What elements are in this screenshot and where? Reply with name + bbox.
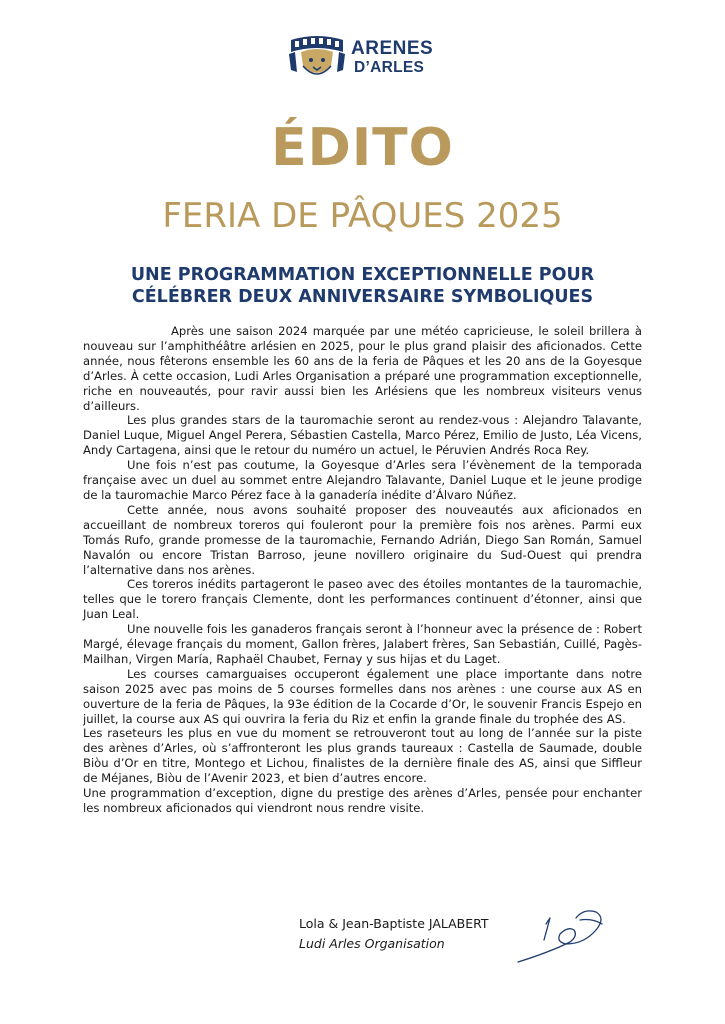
paragraph: Ces toreros inédits partageront le paseo avec des étoiles montantes de la tauromachie, telles que le torero français Clemente, dont les performances continuent d’étonner, ainsi que Juan Leal. <box>83 577 642 622</box>
heading-line-1: UNE PROGRAMMATION EXCEPTIONNELLE POUR <box>130 265 595 285</box>
paragraph: Après une saison 2024 marquée par une météo capricieuse, le soleil brillera à nouveau sur l’amphithéâtre arlésien en 2025, pour le plus grand plaisir des aficionados. Cette année, nous fêterons ensemble les 60 ans de la feria de Pâques et les 20 ans de la Goyesque d’Arles. À cette occasion, Ludi Arles Organisation a préparé une programmation exceptionnelle, riche en nouveautés, pour ravir aussi bien les Arlésiens que les nombreux visiteurs venus d’ailleurs. <box>83 324 642 413</box>
paragraph: Une fois n’est pas coutume, la Goyesque d’Arles sera l’évènement de la temporada française avec un duel au sommet entre Alejandro Talavante, Daniel Luque et le jeune prodige de la tauromachie Marco Pérez face à la ganadería inédite d’Álvaro Núñez. <box>83 458 642 502</box>
edito-body <box>83 324 642 816</box>
heading-line-2: CÉLÉBRER DEUX ANNIVERSAIRE SYMBOLIQUES <box>131 287 594 307</box>
section-heading <box>80 264 645 308</box>
paragraph: Les courses camarguaises occuperont également une place importante dans notre saison 2025 avec pas moins de 5 courses formelles dans nos arènes : une course aux AS en ouverture de la feria de Pâques, la 93e édition de la Cocarde d’Or, le souvenir Francis Espejo en juillet, la course aux AS qui ouvrira la feria du Riz et enfin la grande finale du trophée des AS. <box>83 666 642 726</box>
logo-text-arenes: ARENES <box>351 38 434 59</box>
page-subtitle: FERIA DE PÂQUES 2025 <box>162 196 563 236</box>
paragraph: Une nouvelle fois les ganaderos français seront à l’honneur avec la présence de : Robert Margé, élevage français du moment, Gallon frères, Jalabert frères, San Sebastián, Cuillé, Pagès-Mailhan, Virgen María, Raphaël Chaubet, Fernay y sus hijas et du Laget. <box>83 622 642 666</box>
page-title: ÉDITO <box>271 118 454 178</box>
signature-organisation: Ludi Arles Organisation <box>299 936 445 951</box>
arena-lion-icon <box>287 32 347 82</box>
paragraph: Les plus grandes stars de la tauromachie seront au rendez-vous : Alejandro Talavante, Daniel Luque, Miguel Angel Perera, Sébastien Castella, Marco Pérez, Emilio de Justo, Léa Vicens, Andy Cartagena, ainsi que le retour du numéro un actuel, le Péruvien Andrés Roca Rey. <box>83 413 642 458</box>
arenes-logo <box>287 32 447 82</box>
handwritten-signature <box>510 900 620 970</box>
signature-names: Lola & Jean-Baptiste JALABERT <box>299 916 489 931</box>
paragraph: Une programmation d’exception, digne du prestige des arènes d’Arles, pensée pour enchanter les nombreux aficionados qui viendront nous rendre visite. <box>83 786 642 815</box>
paragraph: Cette année, nous avons souhaité proposer des nouveautés aux aficionados en accueillant de nombreux toreros qui fouleront pour la première fois nos arènes. Parmi eux Tomás Rufo, grande promesse de la tauromachie, Fernando Adrián, Diego San Román, Samuel Navalón ou encore Tristan Barroso, jeune novillero originaire du Sud-Ouest qui prendra l’alternative dans nos arènes. <box>83 502 642 577</box>
logo-text-arles: D’ARLES <box>354 59 425 76</box>
paragraph: Les raseteurs les plus en vue du moment se retrouveront tout au long de l’année sur la piste des arènes d’Arles, où s’affronteront les plus grands taureaux : Castella de Saumade, double Biòu d’Or en titre, Montego et Lichou, finalistes de la dernière finale des AS, ainsi que Siffleur de Méjanes, Biòu de l’Avenir 2023, et bien d’autres encore. <box>83 726 642 786</box>
signature-block <box>299 914 489 954</box>
